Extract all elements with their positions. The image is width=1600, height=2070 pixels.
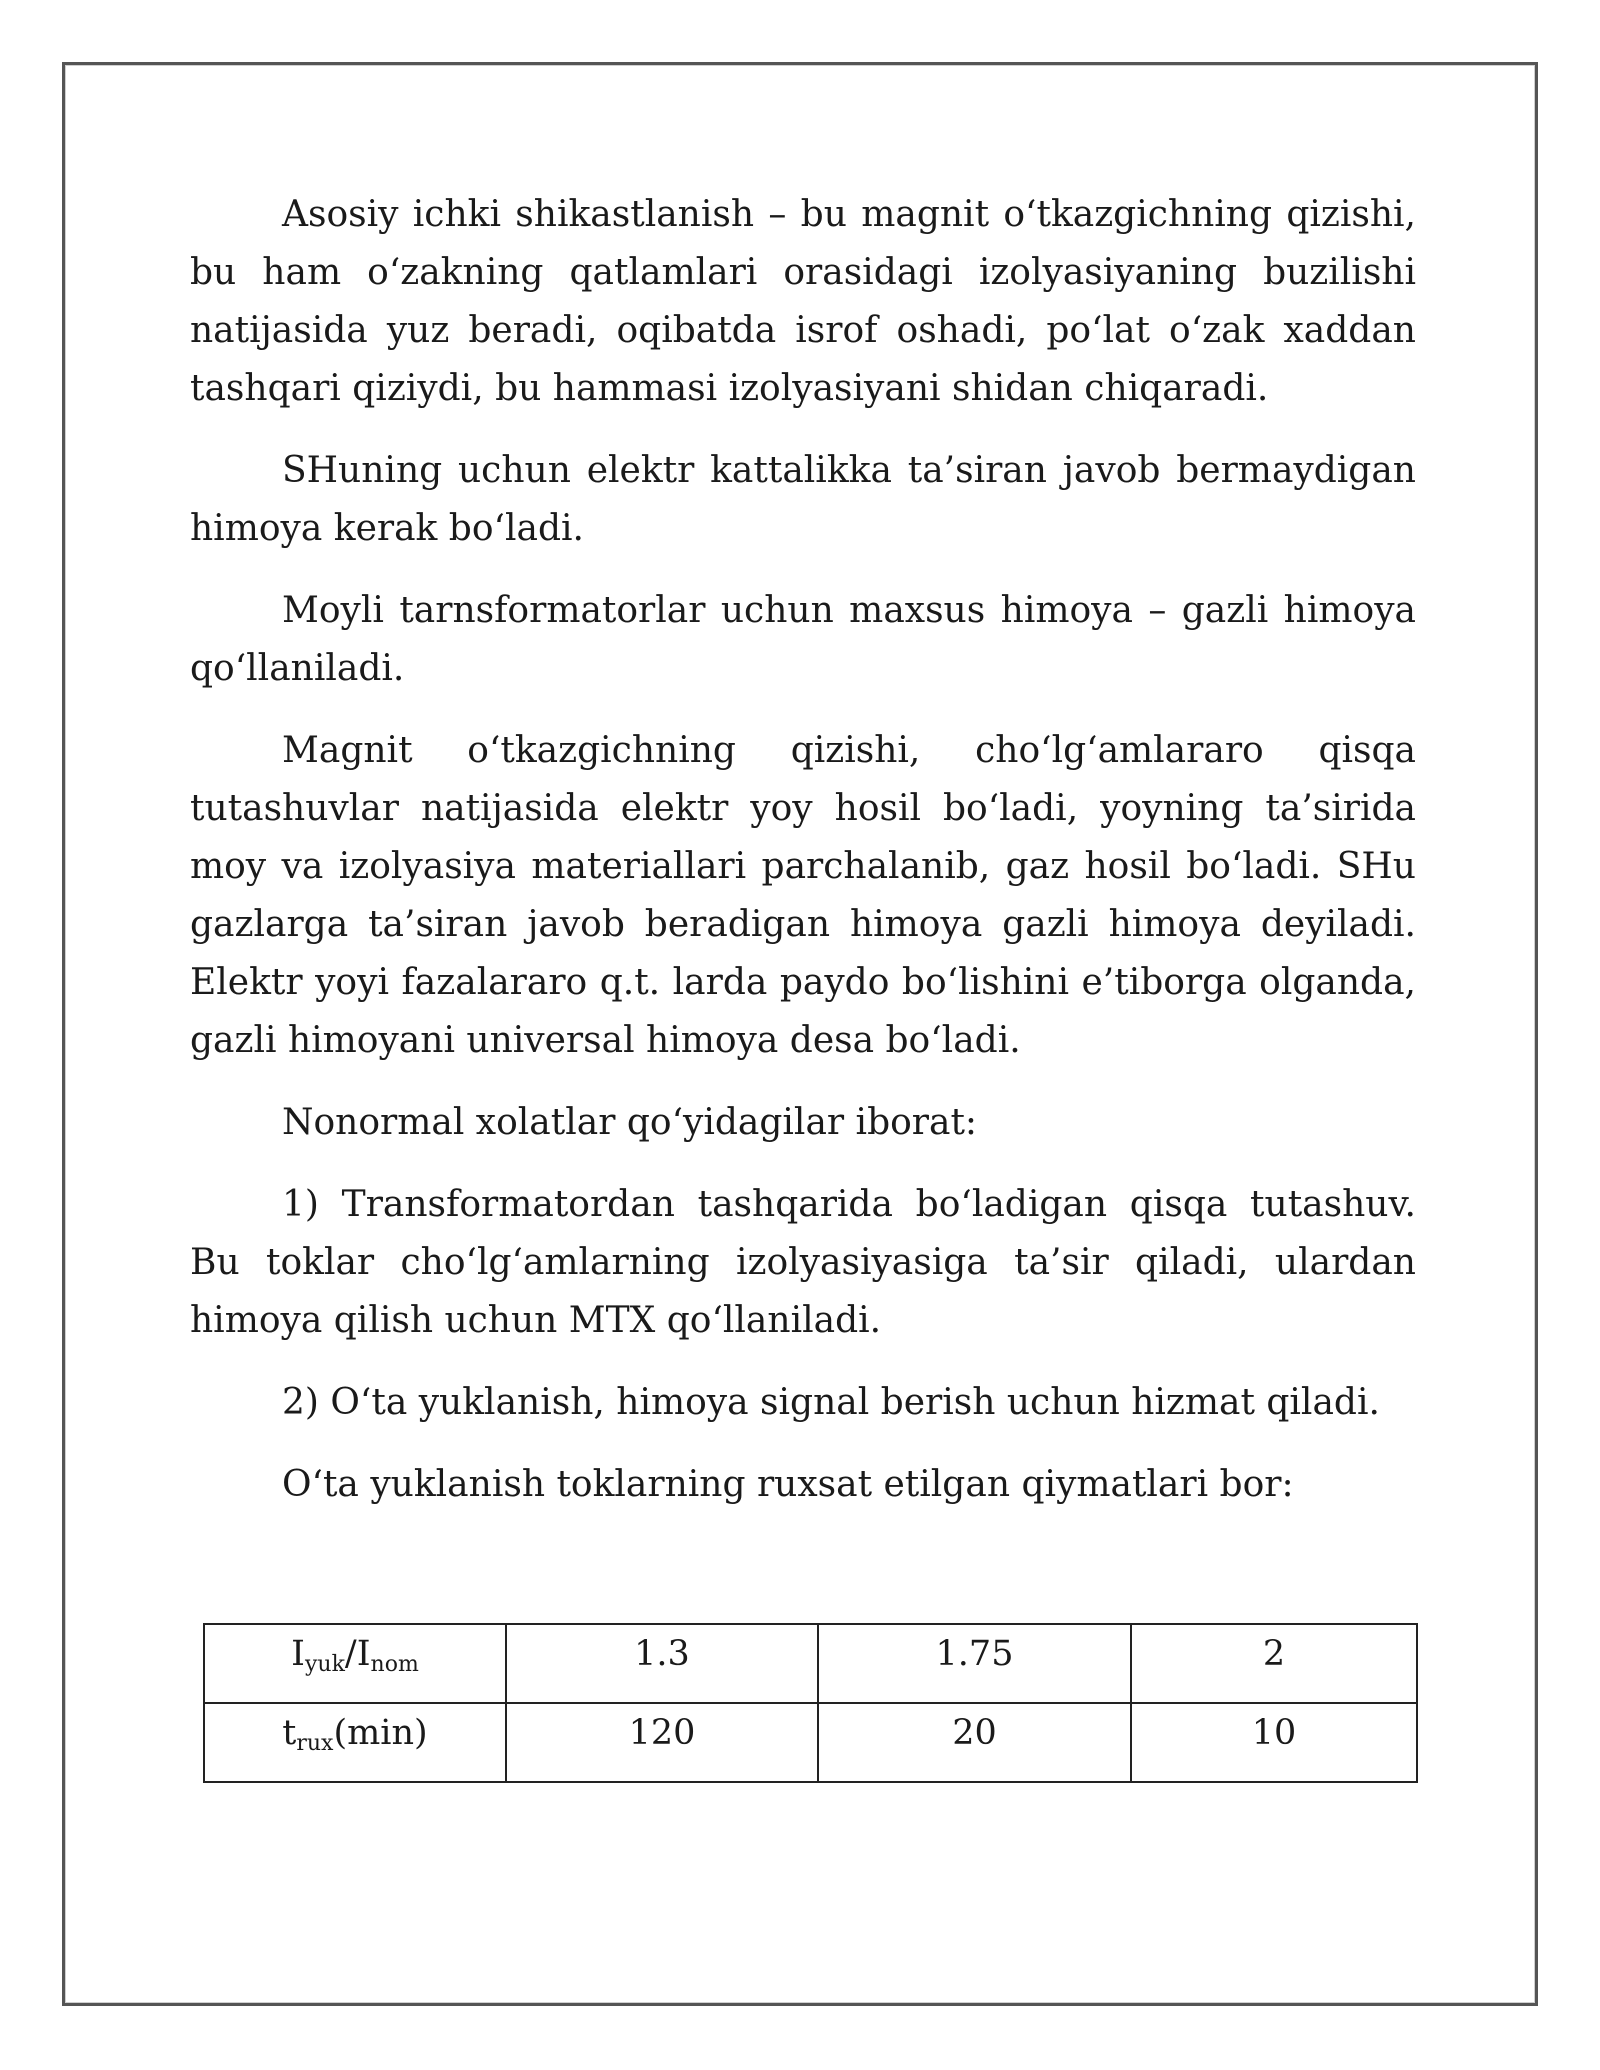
document-body: [190, 186, 1416, 1538]
paragraph-gas-protection: Moyli tarnsformatorlar uchun maxsus himoya – gazli himoya qo‘llaniladi.: [190, 590, 1416, 689]
paragraph-main-internal-fault: Asosiy ichki shikastlanish – bu magnit o‘tkazgichning qizishi, bu ham o‘zakning qatlamlari orasidagi izolyasiyaning buzilishi natijasida yuz beradi, oqibatda isrof oshadi, po‘lat o‘zak xaddan tashqari qiziydi, bu hammasi izolyasiyani shidan chiqaradi.: [190, 194, 1416, 409]
paragraph-item-2: 2) O‘ta yuklanish, himoya signal berish uchun hizmat qiladi.: [282, 1382, 1380, 1423]
table-row-header-current-ratio: $I_{yuk}/I_{nom}$: [204, 1624, 506, 1703]
paragraph-item-1: 1) Transformatordan tashqarida bo‘ladigan qisqa tutashuv. Bu toklar cho‘lg‘amlarning izolyasiyasiga ta’sir qiladi, ulardan himoya qilish uchun MTX qo‘llaniladi.: [190, 1184, 1416, 1341]
paragraph-abnormal-states: Nonormal xolatlar qo‘yidagilar iborat:: [282, 1102, 978, 1143]
table-row-header-allowed-time: $t_{rux}(\min)$: [204, 1703, 506, 1782]
paragraph-overload-values: O‘ta yuklanish toklarning ruxsat etilgan qiymatlari bor:: [282, 1464, 1294, 1505]
table-row: [204, 1703, 1417, 1782]
table-row: [204, 1624, 1417, 1703]
table-cell: 2: [1131, 1624, 1417, 1703]
paragraph-protection-need: SHuning uchun elektr kattalikka ta’siran javob bermaydigan himoya kerak bo‘ladi.: [190, 450, 1416, 549]
paragraph-gas-formation: Magnit o‘tkazgichning qizishi, cho‘lg‘amlararo qisqa tutashuvlar natijasida elektr yoy hosil bo‘ladi, yoyning ta’sirida moy va izolyasiya materiallari parchalanib, gaz hosil bo‘ladi. SHu gazlarga ta’siran javob beradigan himoya gazli himoya deyiladi. Elektr yoyi fazalararo q.t. larda paydo bo‘lishini e’tiborga olganda, gazli himoyani universal himoya desa bo‘ladi.: [190, 730, 1416, 1061]
table-cell: 1.3: [506, 1624, 818, 1703]
overload-table: [203, 1623, 1418, 1783]
table-cell: 20: [818, 1703, 1131, 1782]
overload-table-container: [203, 1623, 1416, 1783]
table-cell: 120: [506, 1703, 818, 1782]
table-cell: 1.75: [818, 1624, 1131, 1703]
table-cell: 10: [1131, 1703, 1417, 1782]
